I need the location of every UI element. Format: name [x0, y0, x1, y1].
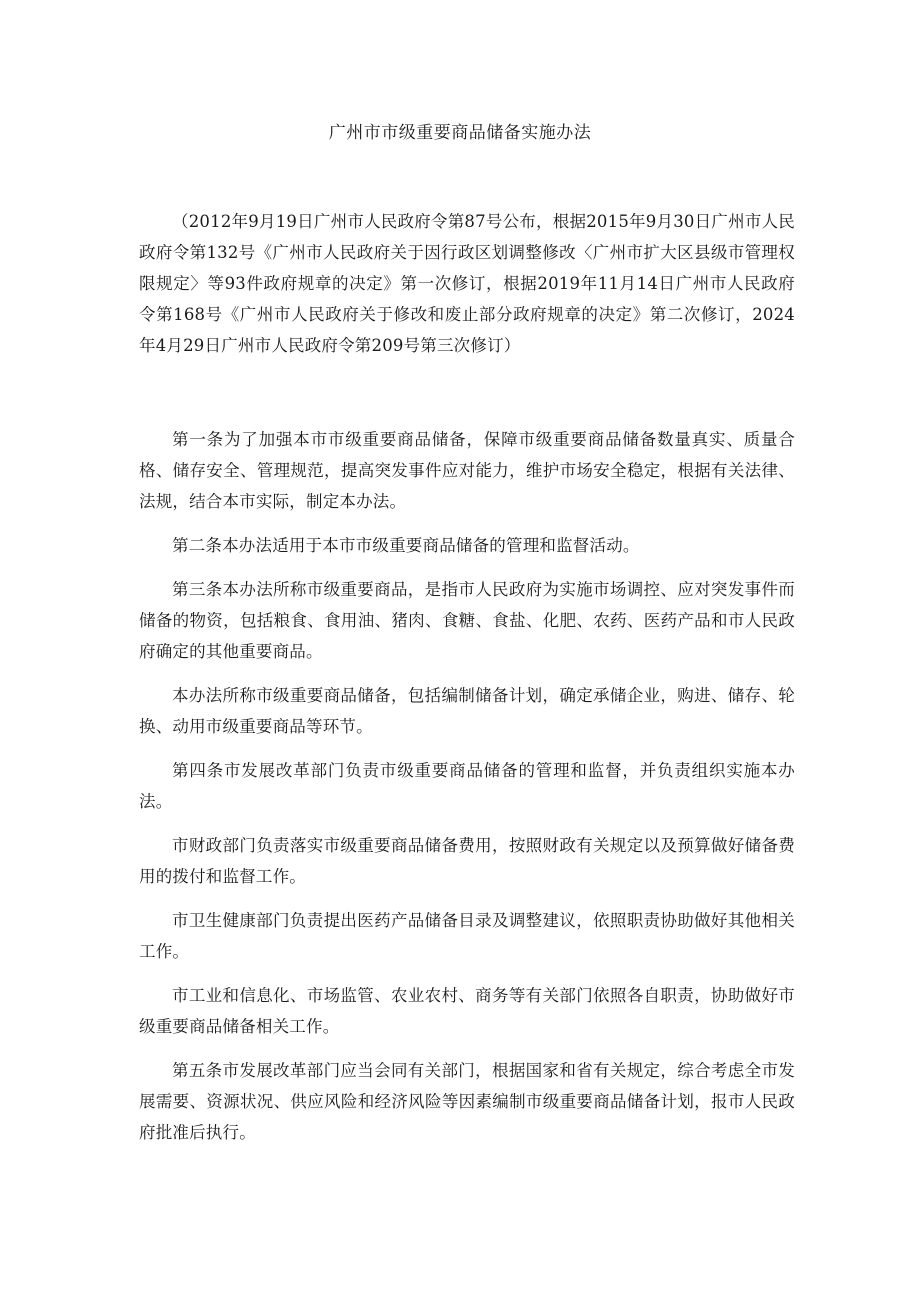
- article-4-paragraph-2: 市财政部门负责落实市级重要商品储备费用，按照财政有关规定以及预算做好储备费用的拨付和监督工作。: [139, 836, 795, 886]
- article-4-paragraph-4: 市工业和信息化、市场监管、农业农村、商务等有关部门依照各自职责，协助做好市级重要商品储备相关工作。: [139, 986, 795, 1036]
- article-3: 第三条本办法所称市级重要商品，是指市人民政府为实施市场调控、应对突发事件而储备的物资，包括粮食、食用油、猪肉、食糖、食盐、化肥、农药、医药产品和市人民政府确定的其他重要商品。: [139, 580, 795, 661]
- article-2: 第二条本办法适用于本市市级重要商品储备的管理和监督活动。: [172, 536, 640, 555]
- article-4-paragraph-3: 市卫生健康部门负责提出医药产品储备目录及调整建议，依照职责协助做好其他相关工作。: [139, 911, 795, 961]
- document-body: [139, 424, 795, 1161]
- document-preamble: （2012年9月19日广州市人民政府令第87号公布，根据2015年9月30日广州市人民政府令第132号《广州市人民政府关于因行政区划调整修改〈广州市扩大区县级市管理权限规定〉等93件政府规章的决定》第一次修订，根据2019年11月14日广州市人民政府令第168号《广州市人民政府关于修改和废止部分政府规章的决定》第二次修订，2024年4月29日广州市人民政府令第209号第三次修订）: [139, 212, 795, 355]
- document-title: 广州市市级重要商品储备实施办法: [328, 123, 592, 143]
- article-5: 第五条市发展改革部门应当会同有关部门，根据国家和省有关规定，综合考虑全市发展需要、资源状况、供应风险和经济风险等因素编制市级重要商品储备计划，报市人民政府批准后执行。: [139, 1061, 795, 1142]
- article-3-paragraph-2: 本办法所称市级重要商品储备，包括编制储备计划，确定承储企业，购进、储存、轮换、动用市级重要商品等环节。: [139, 686, 795, 736]
- article-4: 第四条市发展改革部门负责市级重要商品储备的管理和监督，并负责组织实施本办法。: [139, 761, 795, 811]
- article-1: 第一条为了加强本市市级重要商品储备，保障市级重要商品储备数量真实、质量合格、储存安全、管理规范，提高突发事件应对能力，维护市场安全稳定，根据有关法律、法规，结合本市实际，制定本办法。: [139, 430, 795, 511]
